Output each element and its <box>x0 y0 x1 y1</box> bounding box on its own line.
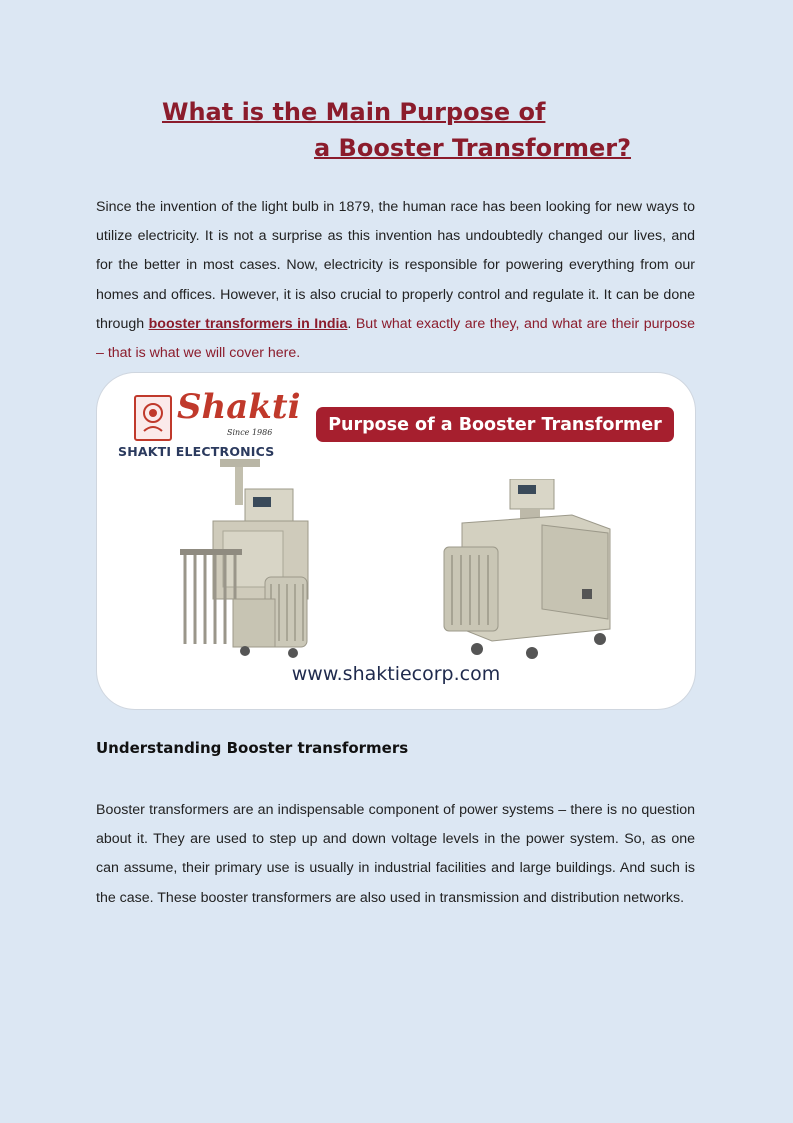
website-url: www.shaktiecorp.com <box>291 663 501 685</box>
shakti-logo-emblem <box>134 395 172 441</box>
intro-highlight-text: But what exactly are they, and what are their purpose – that is what we will cover here. <box>96 315 695 362</box>
page-title-line-2: a Booster Transformer? <box>314 134 631 162</box>
transformer-right-illustration <box>432 479 614 661</box>
intro-text: Since the invention of the light bulb in 1879, the human race has been looking for new ways to utilize electricity. It is not a surprise as this invention has undoubtedly changed our lives, and for the better in most cases. Now, electricity is responsible for powering everything from our homes and offices. However, it is also crucial to properly control and regulate it. It can be done through <box>96 199 695 332</box>
product-banner-image <box>97 373 695 709</box>
section-heading: Understanding Booster transformers <box>96 739 409 757</box>
section-paragraph: Booster transformers are an indispensable component of power systems – there is no question about it. They are used to step up and down voltage levels in the power system. So, as one can assume, their primary use is usually in industrial facilities and large buildings. And such is the case. These booster transformers are also used in transmission and distribution networks. <box>96 802 695 906</box>
banner-headline: Purpose of a Booster Transformer <box>316 407 674 442</box>
page-title-line-1: What is the Main Purpose of <box>162 98 546 126</box>
intro-period: . <box>347 315 352 332</box>
company-name: SHAKTI ELECTRONICS <box>118 444 275 459</box>
brand-logo-text: Shakti <box>177 387 301 427</box>
booster-transformers-link[interactable]: booster transformers in India <box>148 315 348 332</box>
transformer-left-illustration <box>175 459 345 661</box>
intro-paragraph <box>96 193 695 368</box>
brand-since-text: Since 1986 <box>227 428 273 437</box>
